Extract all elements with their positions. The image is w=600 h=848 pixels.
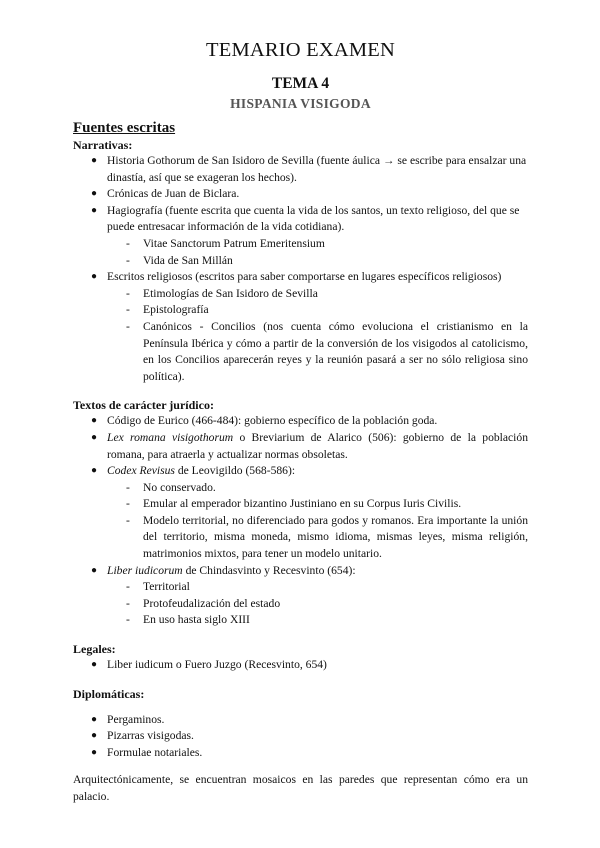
liber-sublist bbox=[73, 579, 528, 629]
dash-icon: - bbox=[126, 286, 130, 300]
list-item: - Territorial bbox=[73, 579, 528, 596]
list-item: ● Liber iudicum o Fuero Juzgo (Recesvinto, 654) bbox=[73, 657, 528, 674]
list-item: - No conservado. bbox=[73, 480, 528, 497]
bullet-icon: ● bbox=[91, 271, 98, 283]
bullet-icon: ● bbox=[91, 746, 98, 758]
subheading-juridico: Textos de carácter jurídico: bbox=[73, 398, 214, 413]
dash-icon: - bbox=[126, 319, 130, 333]
dash-icon: - bbox=[126, 596, 130, 610]
dash-icon: - bbox=[126, 303, 130, 317]
narrativas-list bbox=[73, 153, 528, 236]
bullet-icon: ● bbox=[91, 713, 98, 725]
diplomaticas-list bbox=[73, 712, 528, 762]
hagiografia-sublist bbox=[73, 236, 528, 269]
escritos-sublist bbox=[73, 286, 528, 386]
codex-sublist bbox=[73, 480, 528, 563]
list-item: ● Liber iudicorum de Chindasvinto y Recesvinto (654): bbox=[73, 563, 528, 580]
bullet-icon: ● bbox=[91, 204, 98, 216]
list-item: - Etimologías de San Isidoro de Sevilla bbox=[73, 286, 528, 303]
bullet-icon: ● bbox=[91, 188, 98, 200]
list-item: ● Historia Gothorum de San Isidoro de Sevilla (fuente áulica → se escribe para ensalzar una dinastía, así que se exageran los hechos). bbox=[91, 154, 527, 184]
list-item: ● Codex Revisus de Leovigildo (568-586): bbox=[73, 463, 528, 480]
dash-icon: - bbox=[126, 480, 130, 494]
list-item: ● Hagiografía (fuente escrita que cuenta la vida de los santos, un texto religioso, del que se puede entresacar información de la vida cotidiana). bbox=[91, 203, 520, 234]
list-item: ● Código de Eurico (466-484): gobierno específico de la población goda. bbox=[73, 413, 528, 430]
subheading-legales: Legales: bbox=[73, 642, 116, 657]
list-item: - Vitae Sanctorum Patrum Emeritensium bbox=[73, 236, 528, 253]
list-item: ● Crónicas de Juan de Biclara. bbox=[73, 186, 528, 203]
tema-subtitle: HISPANIA VISIGODA bbox=[230, 96, 371, 111]
tema-number: TEMA 4 bbox=[271, 75, 330, 92]
dash-icon: - bbox=[126, 497, 130, 511]
subheading-narrativas: Narrativas: bbox=[73, 138, 133, 152]
list-item: - Emular al emperador bizantino Justiniano en su Corpus Iuris Civilis. bbox=[73, 496, 528, 513]
list-item: - Canónicos - Concilios (nos cuenta cómo evoluciona el cristianismo en la Península Ibérica y cómo a partir de la conversión de los visigodos al catolicismo, en los Concilios aparecerán reyes y la reunión pasará a ser no sólo religiosa sino política). bbox=[126, 319, 528, 383]
list-item: - Vida de San Millán bbox=[73, 253, 528, 270]
closing-paragraph: Arquitectónicamente, se encuentran mosaicos en las paredes que representan cómo era un palacio. bbox=[73, 773, 528, 803]
list-item: ● Pergaminos. bbox=[73, 712, 528, 729]
bullet-icon: ● bbox=[91, 415, 98, 427]
subheading-diplomaticas: Diplomáticas: bbox=[73, 686, 145, 701]
bullet-icon: ● bbox=[91, 564, 98, 576]
list-item: ● Lex romana visigothorum o Breviarium de Alarico (506): gobierno de la población romana, para atraerla y actualizar normas obsoletas. bbox=[91, 430, 528, 461]
list-item: - Modelo territorial, no diferenciado para godos y romanos. Era importante la unión del territorio, misma moneda, mismo idioma, mismas leyes, misma religión, matrimonios mixtos, para tener un modelo unitario. bbox=[126, 513, 528, 561]
dash-icon: - bbox=[126, 613, 130, 627]
list-item: ● Escritos religiosos (escritos para saber comportarse en lugares específicos religiosos) bbox=[73, 269, 528, 286]
list-item: - Protofeudalización del estado bbox=[73, 596, 528, 613]
dash-icon: - bbox=[126, 253, 130, 267]
dash-icon: - bbox=[126, 236, 130, 250]
juridico-list bbox=[73, 413, 528, 479]
list-item: ● Formulae notariales. bbox=[73, 745, 528, 762]
section-heading-fuentes: Fuentes escritas bbox=[73, 120, 176, 136]
bullet-icon: ● bbox=[91, 730, 98, 742]
document-title: TEMARIO EXAMEN bbox=[206, 39, 395, 61]
bullet-icon: ● bbox=[91, 155, 98, 166]
bullet-icon: ● bbox=[91, 431, 98, 443]
list-item: - Epistolografía bbox=[73, 302, 528, 319]
list-item: - En uso hasta siglo XIII bbox=[73, 612, 528, 629]
legales-list bbox=[73, 657, 528, 674]
dash-icon: - bbox=[126, 513, 130, 527]
list-item: ● Pizarras visigodas. bbox=[73, 728, 528, 745]
bullet-icon: ● bbox=[91, 465, 98, 477]
bullet-icon: ● bbox=[91, 659, 98, 671]
dash-icon: - bbox=[126, 580, 130, 594]
